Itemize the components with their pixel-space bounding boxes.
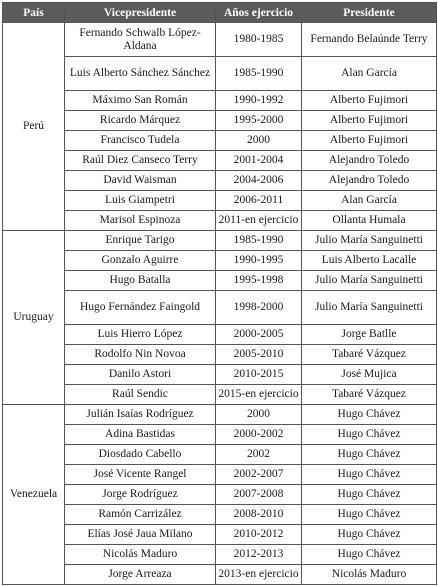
years-cell: 2010-2012 [216,525,302,545]
years-cell: 1980-1985 [216,23,302,57]
vicepresident-cell: Raúl Sendic [65,385,216,405]
vicepresident-cell: Raúl Diez Canseco Terry [65,151,216,171]
president-cell: Hugo Chávez [302,425,437,445]
document-page [2,2,436,585]
president-cell: Hugo Chávez [302,445,437,465]
vicepresident-cell: Jorge Arreaza [65,565,216,585]
table-row [3,525,437,545]
years-cell: 2002-2007 [216,465,302,485]
vicepresident-cell: Elías José Jaua Milano [65,525,216,545]
president-cell: Alberto Fujimori [302,131,437,151]
president-cell: Tabaré Vázquez [302,385,437,405]
years-cell: 1995-1998 [216,271,302,291]
table-row [3,425,437,445]
president-cell: José Mujica [302,365,437,385]
president-cell: Alejandro Toledo [302,171,437,191]
header-vicepresident: Vicepresidente [65,3,216,23]
header-president: Presidente [302,3,437,23]
president-cell: Hugo Chávez [302,465,437,485]
years-cell: 2008-2010 [216,505,302,525]
years-cell: 2000-2002 [216,425,302,445]
table-body [3,23,437,585]
vicepresident-cell: Luis Alberto Sánchez Sánchez [65,57,216,91]
table-row [3,445,437,465]
vicepresident-cell: Diosdado Cabello [65,445,216,465]
years-cell: 1995-2000 [216,111,302,131]
president-cell: Luis Alberto Lacalle [302,251,437,271]
years-cell: 2012-2013 [216,545,302,565]
table-row [3,151,437,171]
years-cell: 2001-2004 [216,151,302,171]
president-cell: Tabaré Vázquez [302,345,437,365]
table-row [3,505,437,525]
president-cell: Hugo Chávez [302,405,437,425]
years-cell: 2002 [216,445,302,465]
table-row [3,171,437,191]
vicepresidents-table [2,2,437,585]
vicepresident-cell: Ramón Carrizález [65,505,216,525]
years-cell: 2007-2008 [216,485,302,505]
years-cell: 2000-2005 [216,325,302,345]
table-row [3,251,437,271]
table-row [3,565,437,585]
years-cell: 1990-1992 [216,91,302,111]
vicepresident-cell: Luis Giampetri [65,191,216,211]
vicepresident-cell: David Waisman [65,171,216,191]
president-cell: Alberto Fujimori [302,111,437,131]
header-row [3,3,437,23]
vicepresident-cell: José Vicente Rangel [65,465,216,485]
years-cell: 2015-en ejercicio [216,385,302,405]
president-cell: Julio María Sanguinetti [302,271,437,291]
table-row [3,385,437,405]
president-cell: Julio María Sanguinetti [302,231,437,251]
years-cell: 2010-2015 [216,365,302,385]
years-cell: 2011-en ejercicio [216,211,302,231]
vicepresident-cell: Francisco Tudela [65,131,216,151]
years-cell: 2004-2006 [216,171,302,191]
president-cell: Julio María Sanguinetti [302,291,437,325]
country-cell: Venezuela [3,405,65,585]
vicepresident-cell: Luis Hierro López [65,325,216,345]
country-cell: Uruguay [3,231,65,405]
vicepresident-cell: Nicolás Maduro [65,545,216,565]
table-row [3,485,437,505]
president-cell: Alberto Fujimori [302,91,437,111]
table-row [3,191,437,211]
president-cell: Nicolás Maduro [302,565,437,585]
years-cell: 1998-2000 [216,291,302,325]
president-cell: Jorge Batlle [302,325,437,345]
table-row [3,345,437,365]
years-cell: 2006-2011 [216,191,302,211]
vicepresident-cell: Marisol Espinoza [65,211,216,231]
years-cell: 2000 [216,131,302,151]
president-cell: Alan García [302,57,437,91]
vicepresident-cell: Jorge Rodríguez [65,485,216,505]
table-row [3,365,437,385]
president-cell: Hugo Chávez [302,505,437,525]
years-cell: 2013-en ejercicio [216,565,302,585]
header-years: Años ejercicio [216,3,302,23]
table-row [3,545,437,565]
vicepresident-cell: Adina Bastidas [65,425,216,445]
years-cell: 1985-1990 [216,231,302,251]
years-cell: 2000 [216,405,302,425]
president-cell: Hugo Chávez [302,545,437,565]
vicepresident-cell: Fernando Schwalb López-Aldana [65,23,216,57]
table-row [3,405,437,425]
president-cell: Alan García [302,191,437,211]
vicepresident-cell: Danilo Astori [65,365,216,385]
header-country: País [3,3,65,23]
table-row [3,111,437,131]
table-row [3,291,437,325]
years-cell: 1990-1995 [216,251,302,271]
table-header [3,3,437,23]
vicepresident-cell: Máximo San Román [65,91,216,111]
vicepresident-cell: Rodolfo Nin Novoa [65,345,216,365]
president-cell: Hugo Chávez [302,525,437,545]
vicepresident-cell: Enrique Tarigo [65,231,216,251]
president-cell: Hugo Chávez [302,485,437,505]
table-row [3,91,437,111]
vicepresident-cell: Gonzalo Aguirre [65,251,216,271]
table-row [3,271,437,291]
table-row [3,131,437,151]
years-cell: 1985-1990 [216,57,302,91]
country-cell: Perú [3,23,65,231]
table-row [3,57,437,91]
vicepresident-cell: Ricardo Márquez [65,111,216,131]
vicepresident-cell: Julián Isaías Rodríguez [65,405,216,425]
president-cell: Fernando Belaúnde Terry [302,23,437,57]
vicepresident-cell: Hugo Batalla [65,271,216,291]
table-row [3,231,437,251]
table-row [3,23,437,57]
years-cell: 2005-2010 [216,345,302,365]
president-cell: Ollanta Humala [302,211,437,231]
table-row [3,465,437,485]
table-row [3,325,437,345]
vicepresident-cell: Hugo Fernández Faingold [65,291,216,325]
table-row [3,211,437,231]
president-cell: Alejandro Toledo [302,151,437,171]
